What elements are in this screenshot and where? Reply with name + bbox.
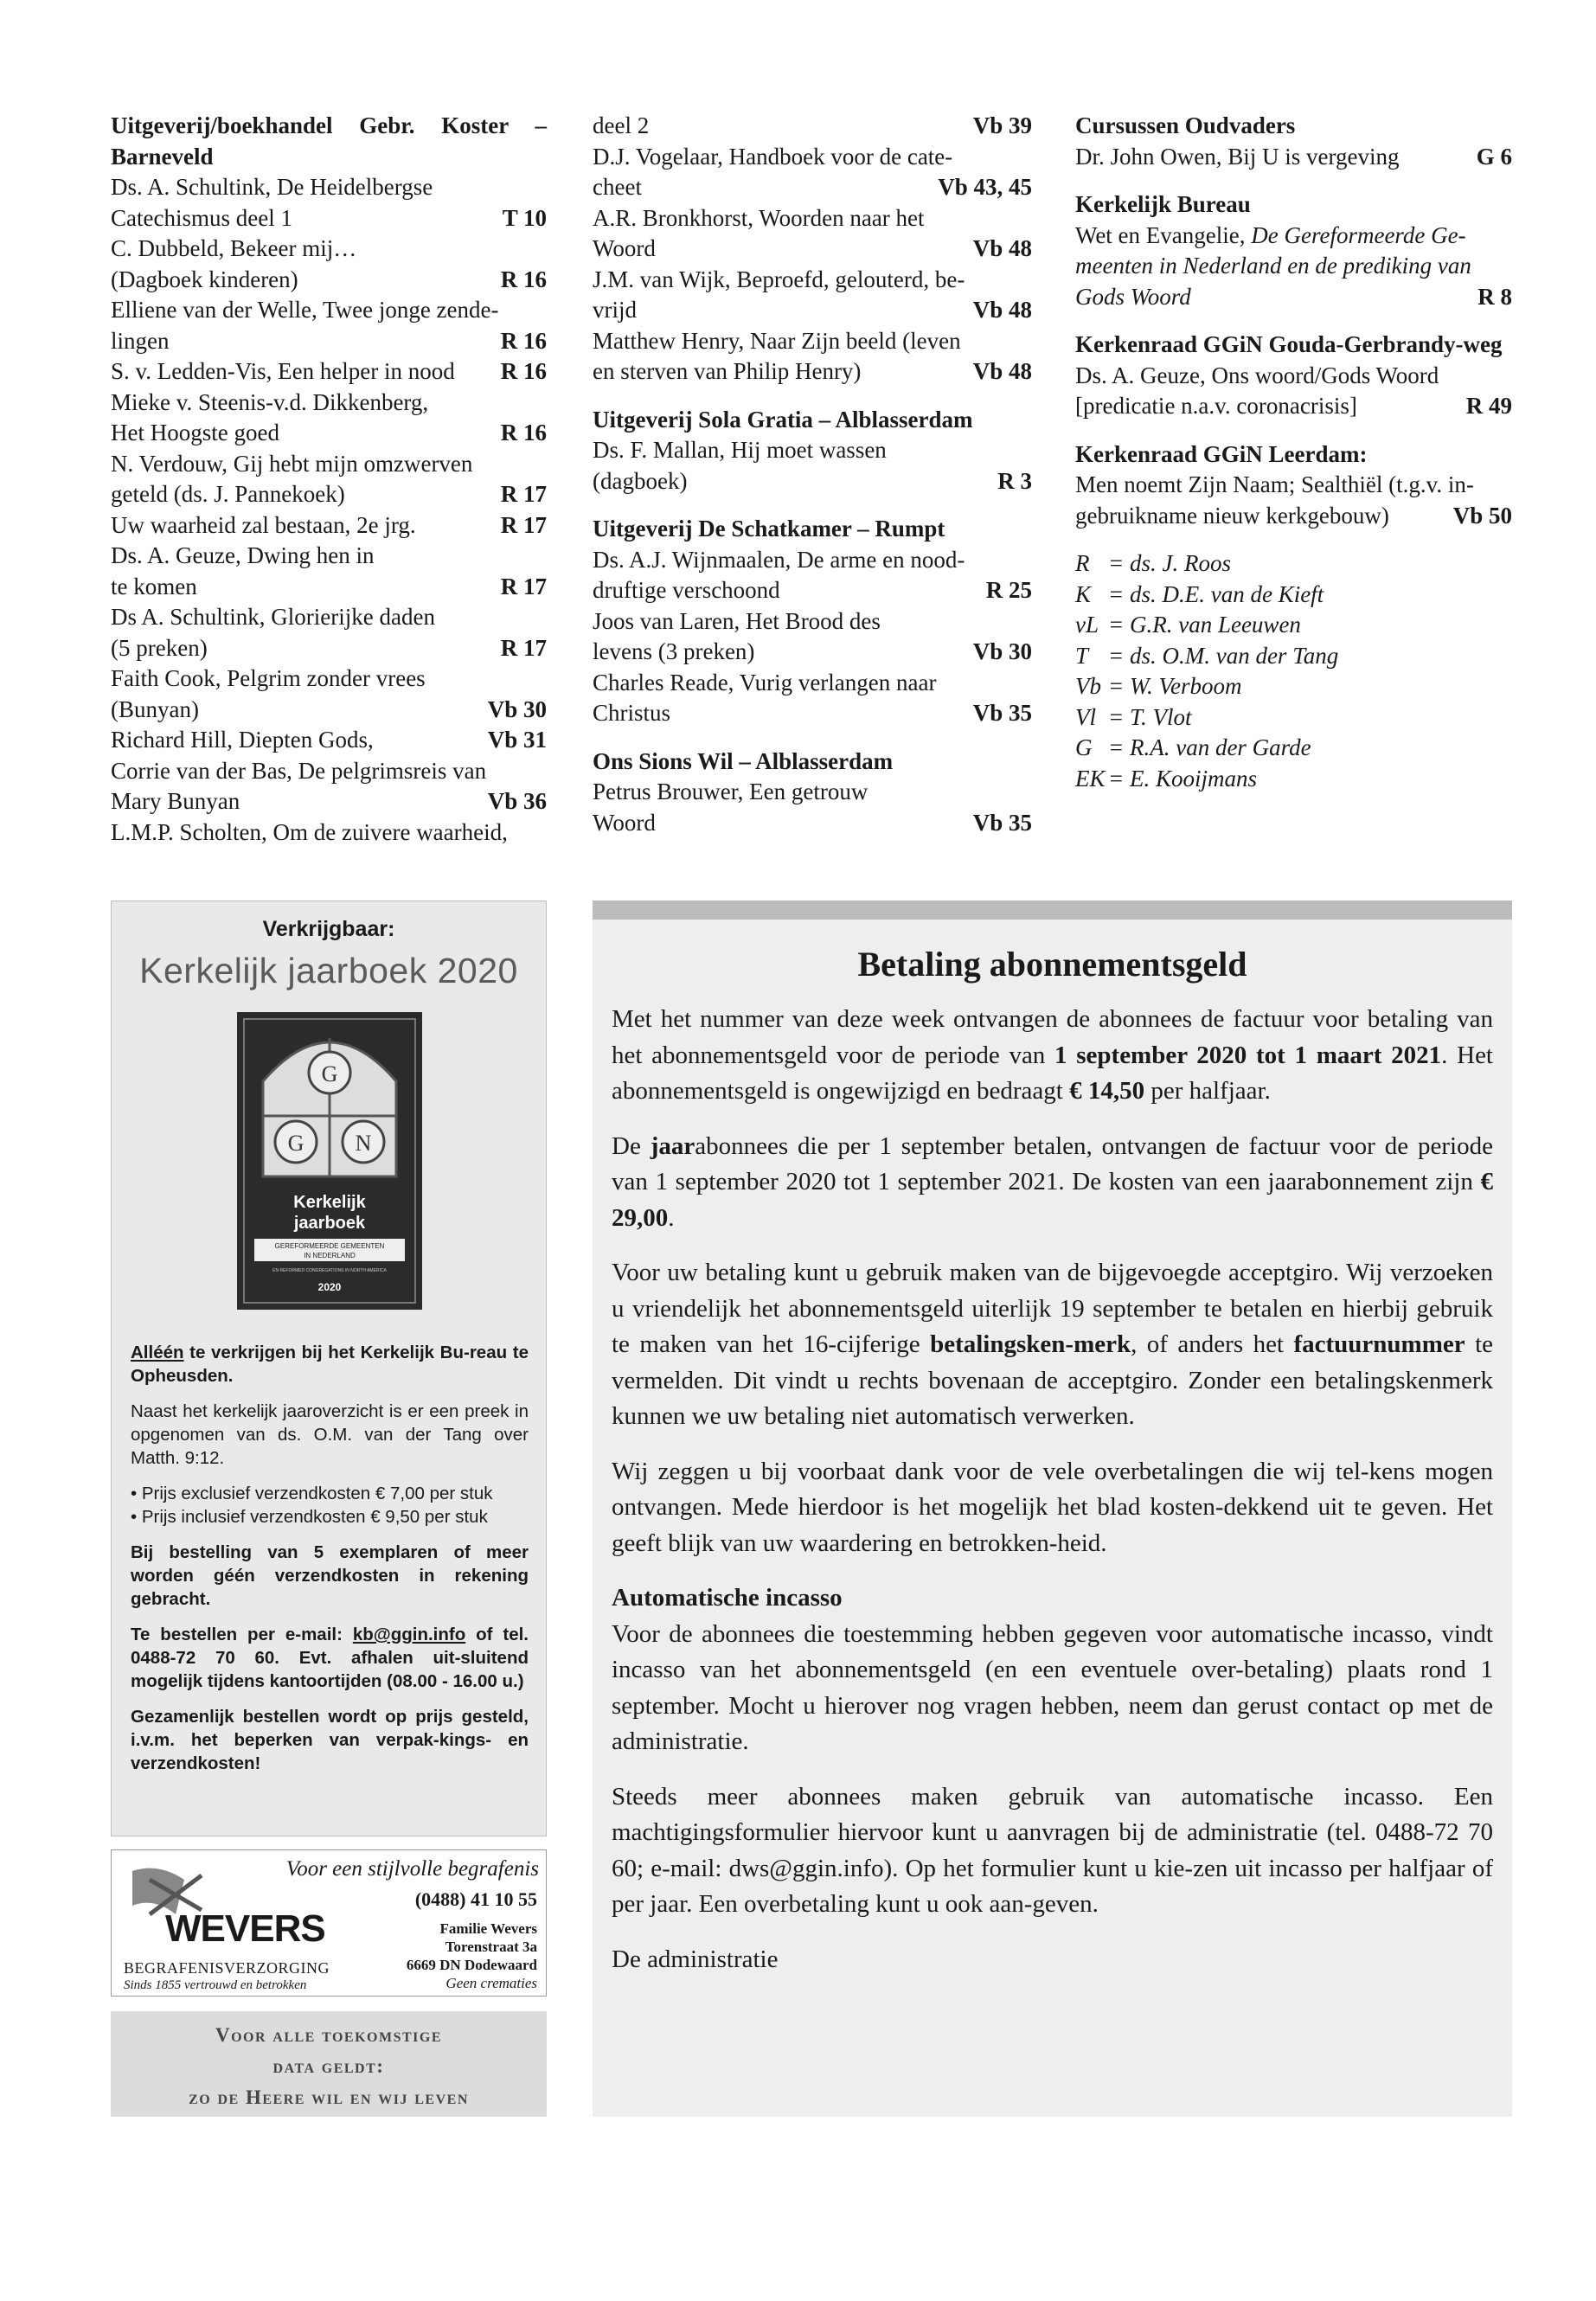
book-entry (593, 545, 1032, 576)
svg-text:G: G (287, 1131, 304, 1156)
section-heading: Uitgeverij/boekhandel Gebr. Koster – Barneveld (111, 112, 547, 170)
book-title: Richard Hill, Diepten Gods, (111, 727, 374, 753)
book-entry (111, 172, 547, 203)
publisher-section (593, 405, 1032, 497)
book-title: Ds. A. Geuze, Dwing hen in (111, 542, 375, 568)
book-entry (111, 234, 547, 265)
wevers-since: Sinds 1855 vertrouwd en betrokken (124, 1978, 307, 1992)
book-title: meenten in Nederland en de prediking van (1075, 253, 1471, 279)
book-entry (593, 111, 1032, 142)
wevers-subtitle: BEGRAFENISVERZORGING (124, 1959, 330, 1977)
book-entry (111, 356, 547, 388)
motto-line: Voor alle toekomstige (215, 2024, 443, 2046)
price-list (131, 1482, 529, 1529)
author-code: R 8 (1477, 283, 1512, 310)
book-entry (593, 466, 1032, 497)
svg-text:N: N (355, 1131, 372, 1156)
book-title: N. Verdouw, Gij hebt mijn omzwerven (111, 450, 473, 477)
book-title: Ds. F. Mallan, Hij moet wassen (593, 437, 887, 463)
notice-body (593, 1002, 1512, 1977)
book-entry (593, 356, 1032, 388)
book-list (593, 111, 1032, 388)
book-entry (593, 142, 1032, 173)
notice-title: Betaling abonnementsgeld (857, 945, 1247, 984)
author-code: Vb 43, 45 (938, 174, 1032, 200)
book-title: cheet (593, 174, 642, 200)
book-title: Mieke v. Steenis-v.d. Dikkenberg, (111, 388, 429, 415)
book-entry (111, 725, 547, 756)
svg-text:G: G (321, 1061, 338, 1086)
notice-paragraph: Voor de abonnees die toestemming hebben gegeven voor automatische incasso, vindt incasso van het abonnementsgeld (en een eventuele over-betaling) plaats rond 1 september. Mocht u hierover nog vragen hebben, neem dan gerust contact op met de administratie. (612, 1619, 1493, 1755)
column-1 (111, 111, 547, 848)
author-code: Vb 50 (1452, 502, 1512, 529)
book-entry (111, 663, 547, 695)
book-entry (593, 203, 1032, 234)
publisher-section (1075, 330, 1512, 422)
book-title: geteld (ds. J. Pannekoek) (111, 481, 345, 507)
ad-text (131, 1341, 529, 1787)
author-code: Vb 48 (972, 297, 1032, 323)
ad-only-emphasis: Alléén (131, 1343, 184, 1362)
author-code: R 17 (500, 634, 547, 661)
price-exclusive: • Prijs exclusief verzendkosten € 7,00 per stuk (131, 1482, 529, 1505)
legend-item: vL = G.R. van Leeuwen (1075, 612, 1301, 638)
author-code: T 10 (502, 204, 547, 231)
book-title: C. Dubbeld, Bekeer mij… (111, 235, 357, 261)
ad-joint-order-note: Gezamenlijk bestellen wordt op prijs gesteld, i.v.m. het beperken van verpak-kings- en verzendkosten! (131, 1707, 529, 1773)
legend-item: R = ds. J. Roos (1075, 550, 1231, 576)
book-title: Het Hoogste goed (111, 420, 279, 445)
wevers-addr-line: 6669 DN Dodewaard (406, 1957, 537, 1973)
book-entry (111, 449, 547, 480)
price-inclusive: • Prijs inclusief verzendkosten € 9,50 per stuk (131, 1505, 529, 1529)
abbreviation-legend (1075, 548, 1512, 794)
author-code: Vb 31 (487, 727, 547, 753)
author-code: Vb 48 (972, 235, 1032, 261)
jaarboek-cover-image (237, 1012, 422, 1310)
section-heading: Uitgeverij Sola Gratia – Alblasserdam (593, 406, 973, 433)
author-code: Vb 48 (972, 358, 1032, 384)
book-title: en sterven van Philip Henry) (593, 358, 862, 384)
notice-paragraph: Met het nummer van deze week ontvangen de abonnees de factuur voor betaling van het abonnementsgeld voor de periode van 1 september 2020 tot 1 maart 2021. Het abonnementsgeld is ongewijzigd en bedraagt € 14,50 per halfjaar. (612, 1005, 1493, 1105)
book-title: deel 2 (593, 112, 650, 138)
book-entry (593, 265, 1032, 296)
book-title: lingen (111, 327, 170, 354)
book-title: Joos van Laren, Het Brood des (593, 607, 881, 634)
notice-paragraph: De jaarabonnees die per 1 september betalen, ontvangen de factuur voor de periode van 1 september 2020 tot 1 september 2021. De kosten van een jaarabonnement zijn € 29,00. (612, 1131, 1493, 1232)
payment-notice (593, 901, 1512, 2117)
book-entry (111, 295, 547, 326)
author-code: Vb 30 (972, 638, 1032, 664)
cover-year: 2020 (317, 1281, 342, 1293)
book-entry (593, 234, 1032, 265)
author-code: Vb 30 (487, 695, 547, 722)
order-suffix: of tel. 0488-72 70 60. Evt. afhalen uit-sluitend mogelijk tijdens kantoortijden (08.00 - 16.00 u.) (131, 1625, 529, 1691)
book-entry (111, 633, 547, 664)
book-title: te komen (111, 573, 197, 599)
author-code: R 16 (500, 358, 547, 384)
notice-subheading: Automatische incasso (612, 1584, 843, 1612)
book-entry (1075, 282, 1512, 313)
wevers-tagline: Voor een stijlvolle begrafenis (285, 1857, 539, 1881)
book-title: Matthew Henry, Naar Zijn beeld (leven (593, 327, 961, 354)
author-code: Vb 39 (972, 112, 1032, 138)
wevers-addr-line: Familie Wevers (439, 1920, 537, 1937)
author-code: G 6 (1476, 143, 1512, 170)
publisher-section (593, 514, 1032, 729)
book-entry (1075, 361, 1512, 392)
author-code: R 17 (500, 481, 547, 507)
book-entry (111, 388, 547, 419)
book-title: Christus (593, 700, 671, 726)
ad-kicker: Verkrijgbaar: (262, 917, 395, 941)
book-title: Gods Woord (1075, 283, 1191, 310)
book-entry (1075, 251, 1512, 282)
book-title: (Bunyan) (111, 695, 199, 722)
column-2 (593, 111, 1032, 838)
section-heading: Uitgeverij De Schatkamer – Rumpt (593, 516, 945, 542)
ad-availability-rest: te verkrijgen bij het Kerkelijk Bu-reau te Opheusden. (131, 1343, 529, 1386)
book-title: D.J. Vogelaar, Handboek voor de cate- (593, 143, 953, 170)
publisher-section (593, 747, 1032, 839)
legend-item: K = ds. D.E. van de Kieft (1075, 580, 1324, 607)
legend-item: EK = E. Kooijmans (1075, 765, 1257, 792)
wevers-advertisement (111, 1849, 547, 1997)
book-entry (593, 808, 1032, 839)
book-title: Ds. A.J. Wijnmaalen, De arme en nood- (593, 546, 965, 573)
wevers-no-cremation: Geen crematies (445, 1975, 537, 1991)
book-title: Mary Bunyan (111, 788, 240, 814)
book-entry (111, 572, 547, 603)
book-entry (1075, 391, 1512, 422)
notice-signature: De administratie (612, 1945, 779, 1973)
book-entry (111, 541, 547, 572)
book-title: Woord (593, 235, 656, 261)
book-entry (111, 602, 547, 633)
book-entry (593, 435, 1032, 466)
author-code: R 16 (500, 327, 547, 354)
book-entry (111, 265, 547, 296)
column-3 (1075, 111, 1512, 794)
cover-sub-3: EN REFORMED CONGREGATIONS IN NORTH AMERICA (272, 1268, 387, 1273)
book-title: Corrie van der Bas, De pelgrimsreis van (111, 757, 487, 784)
order-email-link[interactable]: kb@ggin.info (352, 1625, 466, 1644)
book-entry (111, 479, 547, 510)
book-title: Elliene van der Welle, Twee jonge zende- (111, 297, 499, 323)
book-title: S. v. Ledden-Vis, Een helper in nood (111, 358, 455, 384)
section-heading: Ons Sions Wil – Alblasserdam (593, 747, 894, 774)
book-list (111, 172, 547, 848)
book-title: Ds. A. Geuze, Ons woord/Gods Woord (1075, 362, 1439, 388)
cover-title-2: jaarboek (293, 1214, 366, 1233)
ad-description: Naast het kerkelijk jaaroverzicht is er een preek in opgenomen van ds. O.M. van der Tang over Matth. 9:12. (131, 1401, 529, 1468)
ad-title: Kerkelijk jaarboek 2020 (139, 951, 518, 990)
book-title: gebruikname nieuw kerkgebouw) (1075, 502, 1389, 529)
book-entry (593, 172, 1032, 203)
jaarboek-advertisement (111, 901, 547, 1836)
book-entry (111, 418, 547, 449)
publisher-section (1075, 439, 1512, 532)
author-code: Vb 35 (972, 700, 1032, 726)
ad-order-info (131, 1623, 529, 1693)
book-entry (593, 637, 1032, 668)
author-code: R 25 (985, 577, 1032, 603)
book-entry (111, 510, 547, 542)
order-prefix: Te bestellen per e-mail: (131, 1625, 353, 1644)
book-entry (593, 295, 1032, 326)
book-entry (111, 817, 547, 849)
author-code: R 16 (500, 420, 547, 445)
book-entry (593, 575, 1032, 606)
book-title: Dr. John Owen, Bij U is vergeving (1075, 143, 1400, 170)
author-code: R 17 (500, 511, 547, 538)
book-title: Faith Cook, Pelgrim zonder vrees (111, 665, 426, 691)
book-entry (593, 698, 1032, 729)
motto-box (111, 2011, 547, 2117)
wevers-addr-line: Torenstraat 3a (445, 1939, 537, 1955)
book-title: A.R. Bronkhorst, Woorden naar het (593, 204, 925, 231)
notice-paragraph: Wij zeggen u bij voorbaat dank voor de vele overbetalingen die wij tel-kens mogen ontvangen. Mede hierdoor is het mogelijk het blad kosten-dekkend uit te geven. Het geeft blijk van uw waardering en betrokken-heid. (612, 1457, 1493, 1557)
book-title: (dagboek) (593, 467, 688, 494)
publisher-sections (1075, 111, 1512, 531)
notice-top-bar (593, 901, 1512, 920)
book-entry (593, 606, 1032, 638)
book-entry (111, 756, 547, 787)
book-entry (111, 203, 547, 234)
book-entry (1075, 142, 1512, 173)
book-entry (593, 777, 1032, 808)
ad-availability (131, 1341, 529, 1388)
section-heading: Cursussen Oudvaders (1075, 112, 1296, 138)
book-title: Petrus Brouwer, Een getrouw (593, 779, 869, 804)
publisher-section (1075, 111, 1512, 172)
book-title: Uw waarheid zal bestaan, 2e jrg. (111, 511, 416, 538)
wevers-name: WEVERS (165, 1907, 325, 1950)
notice-paragraph: Voor uw betaling kunt u gebruik maken van de bijgevoegde acceptgiro. Wij verzoeken u vriendelijk het abonnementsgeld uiterlijk 19 september te betalen en hierbij gebruik te maken van het 16-cijferige betalingsken-merk, of anders het factuurnummer te vermelden. Dit vindt u rechts bovenaan de acceptgiro. Zonder een betalingskenmerk kunnen we uw betaling niet automatisch verwerken. (612, 1259, 1493, 1430)
legend-item: T = ds. O.M. van der Tang (1075, 642, 1339, 669)
book-title: Catechismus deel 1 (111, 204, 292, 231)
author-code: R 17 (500, 573, 547, 599)
book-title: [predicatie n.a.v. coronacrisis] (1075, 393, 1357, 419)
wevers-address (407, 1920, 537, 1992)
publisher-section (1075, 189, 1512, 312)
book-title: Charles Reade, Vurig verlangen naar (593, 669, 937, 695)
book-title: J.M. van Wijk, Beproefd, gelouterd, be- (593, 266, 965, 292)
author-code: R 16 (500, 266, 547, 292)
wevers-phone: (0488) 41 10 55 (414, 1888, 537, 1910)
publisher-sections (593, 405, 1032, 839)
book-entry (111, 695, 547, 726)
author-code: R 49 (1465, 393, 1512, 419)
book-title: Men noemt Zijn Naam; Sealthiël (t.g.v. in- (1075, 471, 1474, 497)
book-title: Ds A. Schultink, Glorierijke daden (111, 604, 435, 630)
book-entry (1075, 221, 1512, 252)
book-entry (111, 786, 547, 817)
book-entry (593, 668, 1032, 699)
book-entry (1075, 501, 1512, 532)
book-entry (111, 326, 547, 357)
author-code: Vb 36 (487, 788, 547, 814)
book-title: Ds. A. Schultink, De Heidelbergse (111, 174, 433, 200)
legend-item: G = R.A. van der Garde (1075, 734, 1311, 760)
motto-line: data geldt: (272, 2055, 385, 2077)
section-heading: Kerkenraad GGiN Leerdam: (1075, 440, 1368, 467)
cover-sub-2: IN NEDERLAND (304, 1252, 356, 1259)
section-heading: Kerkenraad GGiN Gouda-Gerbrandy-weg (1075, 331, 1503, 357)
cover-sub-1: GEREFORMEERDE GEMEENTEN (274, 1242, 385, 1250)
ad-bulk-note: Bij bestelling van 5 exemplaren of meer worden géén verzendkosten in rekening gebracht. (131, 1542, 529, 1609)
book-title: levens (3 preken) (593, 638, 755, 664)
book-title: Wet en Evangelie, De Gereformeerde Ge- (1075, 221, 1466, 248)
book-title: (Dagboek kinderen) (111, 266, 298, 292)
legend-item: Vb = W. Verboom (1075, 673, 1242, 699)
cover-title-1: Kerkelijk (293, 1193, 366, 1212)
legend-item: Vl = T. Vlot (1075, 703, 1192, 730)
book-title: vrijd (593, 297, 637, 323)
book-entry (1075, 470, 1512, 501)
motto-line: zo de Heere wil en wij leven (189, 2086, 469, 2108)
book-entry (593, 326, 1032, 357)
book-title: Woord (593, 809, 656, 836)
section-heading: Kerkelijk Bureau (1075, 191, 1251, 217)
notice-paragraph: Steeds meer abonnees maken gebruik van automatische incasso. Een machtigingsformulier hiervoor kunt u aanvragen bij de administratie (tel. 0488-72 70 60; e-mail: dws@ggin.info). Op het formulier kunt u kie-zen uit incasso per halfjaar of per jaar. Een overbetaling kunt u ook aan-geven. (612, 1782, 1493, 1918)
author-code: Vb 35 (972, 809, 1032, 836)
book-title: druftige verschoond (593, 577, 780, 603)
book-title: L.M.P. Scholten, Om de zuivere waarheid, (111, 818, 508, 845)
book-title: (5 preken) (111, 634, 208, 661)
author-code: R 3 (997, 467, 1032, 494)
